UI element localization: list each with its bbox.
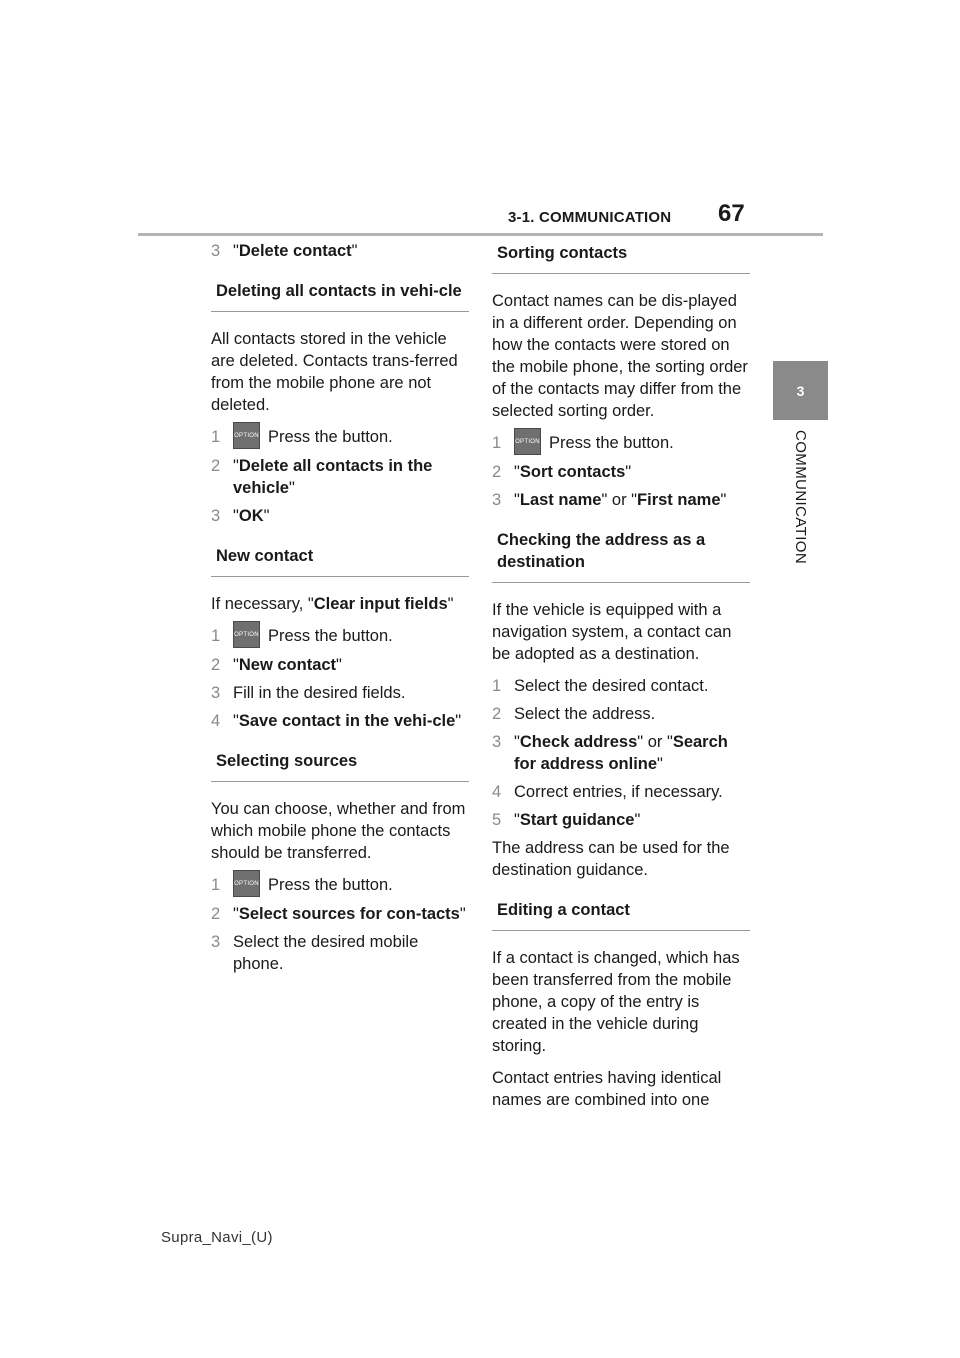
step: 2 "New contact"	[211, 656, 342, 675]
option-button-icon: OPTION	[233, 422, 260, 449]
paragraph: The address can be used for the destination guidance.	[492, 839, 730, 880]
step: 1 OPTION Press the button.	[211, 625, 469, 648]
paragraph: If the vehicle is equipped with a navigation system, a contact can be adopted as a destination.	[492, 601, 732, 664]
step: 3 "Last name" or "First name"	[492, 491, 727, 510]
step: 2 Select the address.	[492, 705, 656, 724]
step: 3 Select the desired mobile phone.	[211, 933, 419, 974]
step: 2 "Sort contacts"	[492, 463, 632, 482]
chapter-label: COMMUNICATION	[792, 430, 809, 565]
section-title: 3-1. COMMUNICATION	[508, 209, 672, 226]
page-number: 67	[718, 200, 745, 227]
heading-editing-contact: Editing a contact	[492, 893, 750, 931]
heading-checking-address: Checking the address as a destination	[492, 523, 750, 583]
step: 1 OPTION Press the button.	[211, 874, 469, 897]
heading-selecting-sources: Selecting sources	[211, 744, 469, 782]
paragraph: Contact names can be dis-played in a different order. Depending on how the contacts were stored on the mobile phone, the sorting order of the contacts may differ from the selected sorting order.	[492, 292, 748, 420]
step: 2 "Select sources for con-tacts"	[211, 905, 466, 924]
step: 1 OPTION Press the button.	[492, 432, 750, 455]
heading-sorting-contacts: Sorting contacts	[492, 236, 750, 274]
step: 4 Correct entries, if necessary.	[492, 783, 723, 802]
footer-doc-id: Supra_Navi_(U)	[161, 1229, 273, 1246]
step: 3 "OK"	[211, 507, 270, 526]
paragraph: All contacts stored in the vehicle are deleted. Contacts trans-ferred from the mobile phone are not deleted.	[211, 330, 458, 414]
left-column	[211, 240, 469, 981]
paragraph: You can choose, whether and from which mobile phone the contacts should be transferred.	[211, 800, 466, 863]
step: 5 "Start guidance"	[492, 811, 641, 830]
step: 3 Fill in the desired fields.	[211, 684, 406, 703]
option-button-icon: OPTION	[514, 428, 541, 455]
step: 2 "Delete all contacts in the vehicle"	[211, 457, 433, 498]
step: 4 "Save contact in the vehi-cle"	[211, 712, 462, 731]
step: 1 Select the desired contact.	[492, 677, 709, 696]
paragraph: If a contact is changed, which has been transferred from the mobile phone, a copy of the entry is created in the vehicle during storing.	[492, 949, 740, 1056]
heading-new-contact: New contact	[211, 539, 469, 577]
step: 1 OPTION Press the button.	[211, 426, 469, 449]
right-column	[492, 236, 750, 1121]
heading-delete-all: Deleting all contacts in vehi-cle	[211, 274, 469, 312]
step-delete-contact: 3 "Delete contact"	[211, 242, 358, 260]
paragraph: If necessary, "Clear input fields"	[211, 595, 454, 614]
option-button-icon: OPTION	[233, 870, 260, 897]
paragraph: Contact entries having identical names are combined into one	[492, 1069, 722, 1110]
chapter-tab: 3	[773, 361, 828, 420]
step: 3 "Check address" or "Search for address online"	[492, 733, 728, 774]
option-button-icon: OPTION	[233, 621, 260, 648]
